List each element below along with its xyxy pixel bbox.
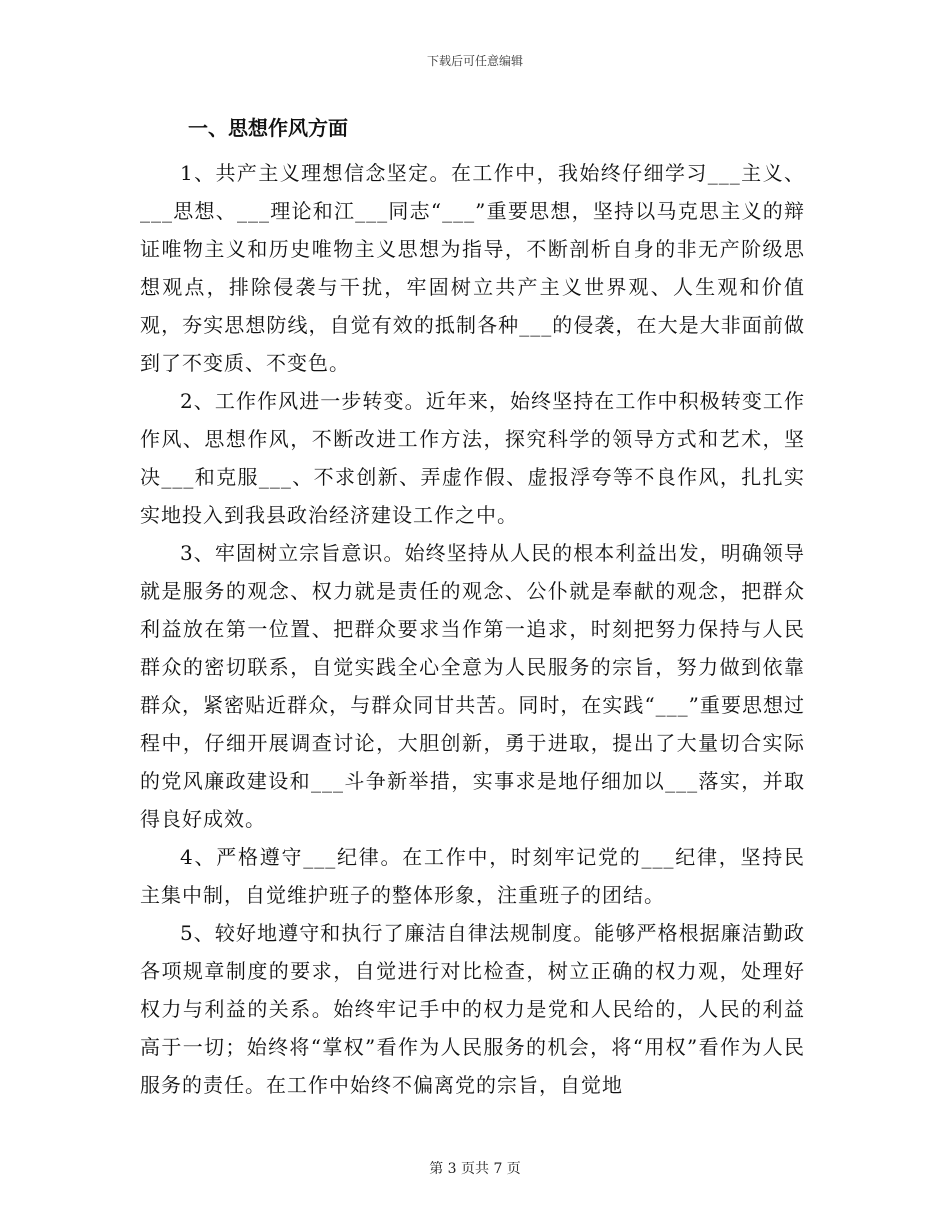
document-body [140, 108, 805, 1104]
paragraph-4: 4、严格遵守___纪律。在工作中，时刻牢记党的___纪律，坚持民主集中制，自觉维护班子的整体形象，注重班子的团结。 [140, 845, 805, 907]
paragraph-2: 2、工作作风进一步转变。近年来，始终坚持在工作中积极转变工作作风、思想作风，不断改进工作方法，探究科学的领导方式和艺术，坚决___和克服___、不求创新、弄虚作假、虚报浮夸等不良作风，扎扎实实地投入到我县政治经济建设工作之中。 [140, 389, 805, 527]
page-number-footer: 第 3 页共 7 页 [429, 1161, 521, 1177]
paragraph-5: 5、较好地遵守和执行了廉洁自律法规制度。能够严格根据廉洁勤政各项规章制度的要求，自觉进行对比检查，树立正确的权力观，处理好权力与利益的关系。始终牢记手中的权力是党和人民给的，人民的利益高于一切；始终将“掌权”看作为人民服务的机会，将“用权”看作为人民服务的责任。在工作中始终不偏离党的宗旨，自觉地 [140, 921, 805, 1097]
paragraph-1: 1、共产主义理想信念坚定。在工作中，我始终仔细学习___主义、___思想、___理论和江___同志“___”重要思想，坚持以马克思主义的辩证唯物主义和历史唯物主义思想为指导，不断剖析自身的非无产阶级思想观点，排除侵袭与干扰，牢固树立共产主义世界观、人生观和价值观，夯实思想防线，自觉有效的抵制各种___的侵袭，在大是大非面前做到了不变质、不变色。 [140, 161, 805, 375]
page-header: 下载后可任意编辑 [426, 54, 523, 68]
section-heading: 一、思想作风方面 [188, 116, 348, 140]
paragraph-3: 3、牢固树立宗旨意识。始终坚持从人民的根本利益出发，明确领导就是服务的观念、权力就是责任的观念、公仆就是奉献的观念，把群众利益放在第一位置、把群众要求当作第一追求，时刻把努力保持与人民群众的密切联系，自觉实践全心全意为人民服务的宗旨，努力做到依靠群众，紧密贴近群众，与群众同甘共苦。同时，在实践“___”重要思想过程中，仔细开展调查讨论，大胆创新，勇于进取，提出了大量切合实际的党风廉政建设和___斗争新举措，实事求是地仔细加以___落实，并取得良好成效。 [140, 541, 805, 831]
